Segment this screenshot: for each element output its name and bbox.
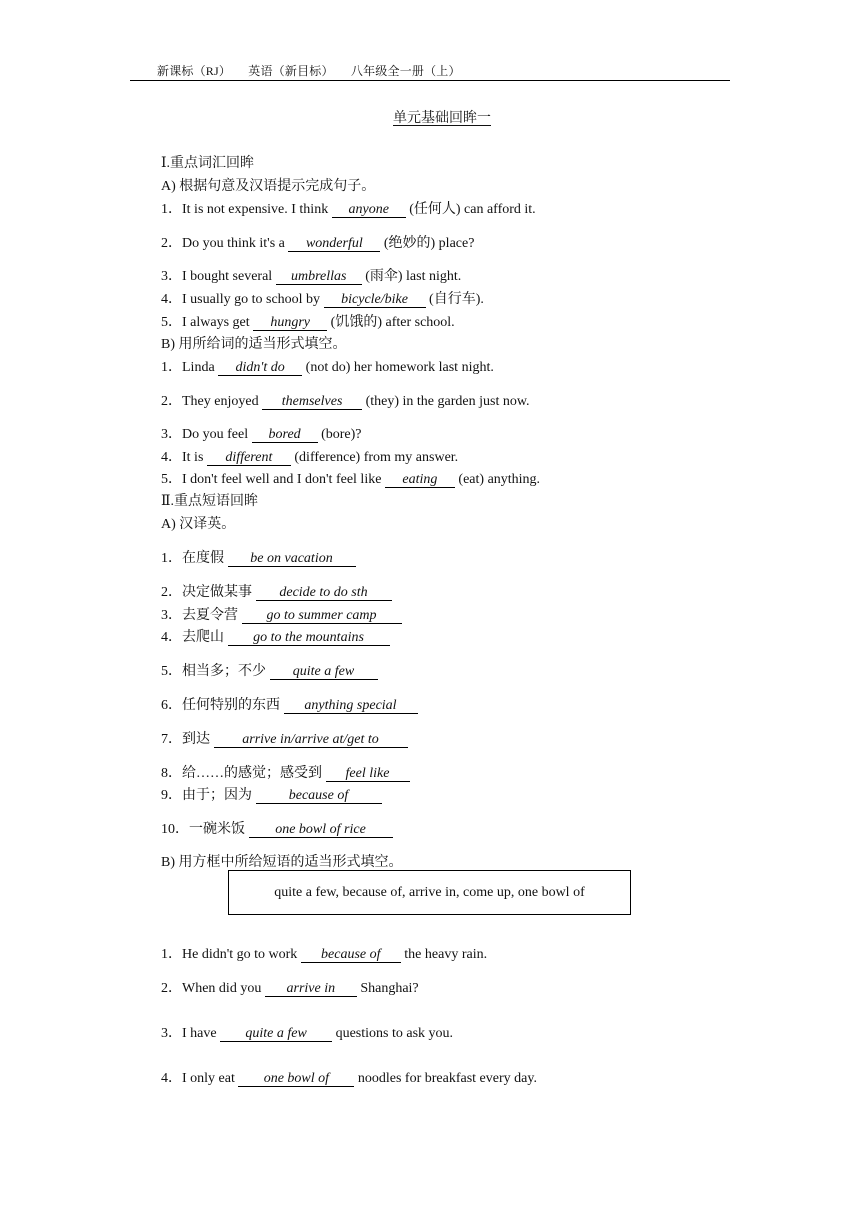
answer-blank: hungry (253, 315, 327, 331)
vocab-a-item-1: 1．It is not expensive. I think anyone (任何人) can afford it. (161, 202, 536, 217)
page-header (157, 62, 475, 79)
answer-blank: arrive in (265, 981, 357, 997)
section2-partB-label: B) 用方框中所给短语的适当形式填空。 (161, 855, 403, 870)
answer-blank: because of (256, 788, 382, 804)
answer-blank: quite a few (220, 1026, 332, 1042)
answer-blank: go to the mountains (228, 630, 390, 646)
vocab-a-item-5: 5．I always get hungry (饥饿的) after school. (161, 315, 455, 330)
section1-partB-label: B) 用所给词的适当形式填空。 (161, 337, 347, 352)
phrase-a-item-4: 4．去爬山 go to the mountains (161, 626, 390, 646)
answer-blank: because of (301, 947, 401, 963)
phrase-a-item-2: 2．决定做某事 decide to do sth (161, 581, 392, 601)
answer-blank: eating (385, 472, 455, 488)
header-curriculum: 新课标（RJ） (157, 64, 232, 78)
page-title: 单元基础回眸一 (393, 111, 491, 126)
answer-blank: decide to do sth (256, 585, 392, 601)
header-grade: 八年级全一册（上） (350, 64, 461, 78)
answer-blank: arrive in/arrive at/get to (214, 732, 408, 748)
answer-blank: bored (252, 427, 318, 443)
answer-blank: go to summer camp (242, 608, 402, 624)
header-subject: 英语（新目标） (248, 64, 334, 78)
phrase-a-item-10: 10．一碗米饭 one bowl of rice (161, 818, 393, 838)
answer-blank: didn't do (218, 360, 302, 376)
section1-partA-label: A) 根据句意及汉语提示完成句子。 (161, 179, 376, 194)
answer-blank: feel like (326, 766, 410, 782)
vocab-b-item-2: 2．They enjoyed themselves (they) in the garden just now. (161, 394, 530, 409)
answer-blank: anything special (284, 698, 418, 714)
header-rule (130, 80, 730, 81)
phrase-word-box-text: quite a few, because of, arrive in, come up, one bowl of (274, 884, 585, 900)
phrase-b-item-2: 2．When did you arrive in Shanghai? (161, 981, 419, 996)
phrase-b-item-4: 4．I only eat one bowl of noodles for breakfast every day. (161, 1071, 537, 1086)
answer-blank: umbrellas (276, 269, 362, 285)
answer-blank: one bowl of (238, 1071, 354, 1087)
answer-blank: wonderful (288, 236, 380, 252)
vocab-a-item-2: 2．Do you think it's a wonderful (绝妙的) place? (161, 236, 475, 251)
phrase-a-item-8: 8．给……的感觉；感受到 feel like (161, 762, 410, 782)
answer-blank: be on vacation (228, 551, 356, 567)
answer-blank: one bowl of rice (249, 822, 393, 838)
section2-partA-label: A) 汉译英。 (161, 517, 236, 532)
answer-blank: themselves (262, 394, 362, 410)
phrase-a-item-5: 5．相当多；不少 quite a few (161, 660, 378, 680)
phrase-a-item-1: 1．在度假 be on vacation (161, 547, 356, 567)
answer-blank: different (207, 450, 291, 466)
vocab-b-item-3: 3．Do you feel bored (bore)? (161, 427, 362, 442)
answer-blank: quite a few (270, 664, 378, 680)
section1-heading: Ⅰ.重点词汇回眸 (161, 156, 255, 171)
phrase-word-box (228, 870, 631, 915)
phrase-a-item-9: 9．由于；因为 because of (161, 784, 382, 804)
phrase-a-item-3: 3．去夏令营 go to summer camp (161, 604, 402, 624)
phrase-b-item-1: 1．He didn't go to work because of the heavy rain. (161, 947, 488, 962)
phrase-a-item-6: 6．任何特别的东西 anything special (161, 694, 418, 714)
vocab-a-item-4: 4．I usually go to school by bicycle/bike (自行车). (161, 292, 484, 307)
answer-blank: anyone (332, 202, 406, 218)
vocab-b-item-4: 4．It is different (difference) from my answer. (161, 450, 459, 465)
vocab-b-item-5: 5．I don't feel well and I don't feel like eating (eat) anything. (161, 472, 541, 487)
section2-heading: Ⅱ.重点短语回眸 (161, 494, 259, 509)
vocab-a-item-3: 3．I bought several umbrellas (雨伞) last night. (161, 269, 462, 284)
phrase-b-item-3: 3．I have quite a few questions to ask you. (161, 1026, 454, 1041)
vocab-b-item-1: 1．Linda didn't do (not do) her homework last night. (161, 360, 494, 375)
answer-blank: bicycle/bike (324, 292, 426, 308)
phrase-a-item-7: 7．到达 arrive in/arrive at/get to (161, 728, 408, 748)
